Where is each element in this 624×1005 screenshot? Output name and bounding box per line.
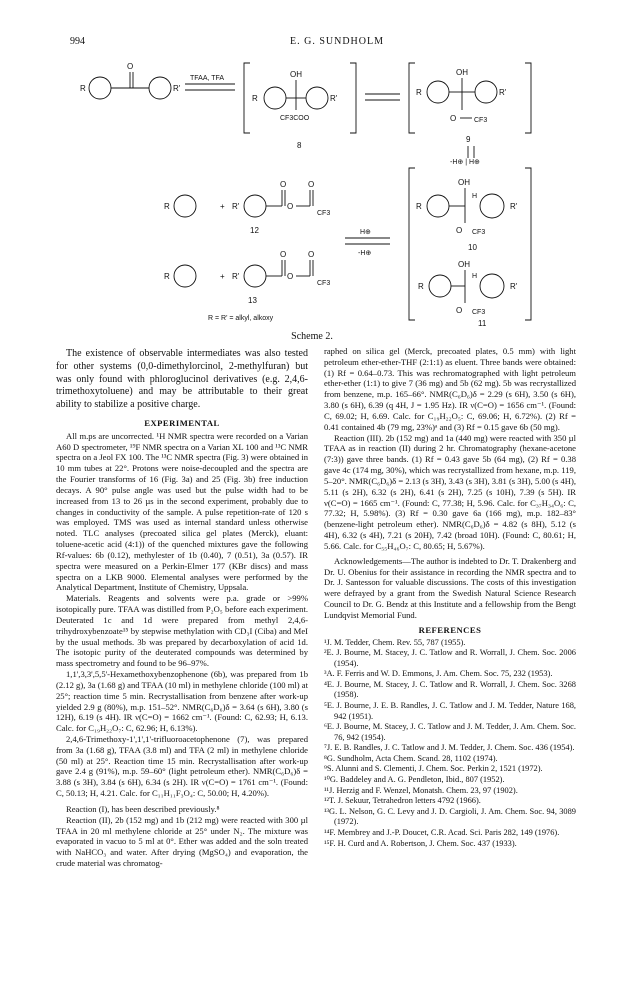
atom-label: CF3COO (280, 115, 310, 122)
compound-label: 13 (248, 296, 257, 305)
scheme-caption: Scheme 2. (291, 331, 333, 342)
atom-label: R (252, 94, 258, 103)
atom-label: O (456, 226, 463, 235)
right-column (324, 346, 576, 849)
compound-label: 11 (478, 319, 487, 328)
reference-item: ¹⁴F. Membrey and J.-P. Doucet, C.R. Acad. Sci. Paris 282, 149 (1976). (324, 827, 560, 837)
reagent-label: TFAA, TFA (190, 75, 225, 82)
reference-item: ²E. J. Bourne, M. Stacey, J. C. Tatlow and R. Worrall, J. Chem. Soc. 2006 (1954). (324, 648, 576, 668)
atom-label: R (416, 202, 422, 211)
atom-label: O (308, 180, 315, 189)
atom-label: R (164, 202, 170, 211)
reference-item: ⁶E. J. Bourne, M. Stacey, J. C. Tatlow and J. M. Tedder, J. Am. Chem. Soc. 76, 942 (1954). (324, 722, 576, 742)
atom-label: H (472, 273, 478, 280)
atom-label: R (80, 84, 86, 93)
compound-label: 9 (466, 135, 471, 144)
atom-label: OH (456, 68, 468, 77)
atom-label: O (287, 202, 294, 211)
atom-label: R' (330, 94, 338, 103)
reference-item: ¹⁰G. Baddeley and A. G. Pendleton, Ibid., 807 (1952). (324, 775, 505, 785)
paragraph: 1,1',3,3',5,5'-Hexamethoxybenzophenone (6b), was prepared from 1b (2.12 g), 3a (1.68 g) and TFAA (10 ml) in methylene chloride (100 ml) at 25°; reaction time 5 min. Recrystallisation from benzene after work-up yielded 2.9 g (80%), m.p. 151–52°. NMR(C₆D₆)δ = 3.64 (s 6H), 3.80 (s 12H), 6.19 (s 4H). IR ν(C=O) = 1662 cm⁻¹. (Found: C, 62.93; H, 6.13. Calc. for C₁₉H₂₂O₇: C, 62.96; H, 6.13%). (56, 669, 308, 734)
reference-item: ¹³G. L. Nelson, G. C. Levy and J. D. Cargioli, J. Am. Chem. Soc. 94, 3089 (1972). (324, 806, 576, 827)
atom-label: O (450, 114, 457, 123)
reference-item: ¹⁵F. H. Curd and A. Robertson, J. Chem. Soc. 437 (1933). (324, 838, 517, 848)
reference-item: ¹J. M. Tedder, Chem. Rev. 55, 787 (1955). (324, 637, 466, 647)
paragraph: Reaction (III). 2b (152 mg) and 1a (440 mg) were reacted with 350 µl TFAA as in reaction (II) during 2 hr. Chromatography (hexane-acetone (7:3)) gave three bands. (1) Rf = 0.43 gave 5b (64 mg), (2) Rf = 0.38 gave 4c (174 mg, 30%), which was recrystallized from hexane, m.p. 119, 5–20°. NMR(C₆D₆)δ = 2.13 (s 3H), 3.43 (s 3H), 3.81 (s 3H), 5.00 (s 4H), 5.11 (s 2H), 6.32 (s 2H), 6.41 (s 2H), 7.25 (s 10H), 7.39 (s 5H). IR ν(C=O) = 1665 cm⁻¹. (Found: C, 77.38; H, 5.96. Calc. for C₃₇H₃₄O₆: C, 77.32; H, 5.98%). (3) Rf = 0.30 gave 6a (166 mg), m.p. 182–83° (benzene-light petroleum ether). NMR(C₆D₆)δ = 4.82 (s 8H), 5.12 (s 4H), 6.32 (s 4H), 7.21 (s 20H), 7.42 (broad 10H). (Found: C, 80.61; H, 5.66. Calc. for C₅₅H₄₆O₇: C, 80.65; H, 5.67%). (324, 432, 577, 551)
atom-label: + (220, 202, 225, 211)
atom-label: CF3 (472, 229, 486, 236)
paragraph: Reaction (II), 2b (152 mg) and 1b (212 mg) were reacted with 300 µl TFAA in 20 ml methylene chloride at 25° under N₂. The mixture was evaporated in vacuo to 5 ml at 0°. Ether was added and the soln treated with NaHCO₃ and water. After drying (MgSO₄) and evaporation, the crude material was chromatog- (56, 814, 308, 869)
atom-label: O (287, 272, 294, 281)
paragraph: 2,4,6-Trimethoxy-1',1',1'-trifluoroacetophenone (7), was prepared from 3a (1.68 g), TFAA (3.8 ml) and TFA (2 ml) in methylene chloride (50 ml) at 25°. Reaction time 15 min. Recrystallisation after work-up gave 2.4 g (91%), m.p. 59–60° (light petroleum ether). NMR(C₆D₆)δ = 3.88 (s 3H), 3.84 (s 6H), 6.34 (s 2H). IR ν(C=O) = 1761 cm⁻¹. (Found: C, 50.13; H, 4.21. Calc. for C₁₁H₁₁F₃O₄: C, 50.00; H, 4.20%). (56, 734, 308, 799)
page-number: 994 (70, 36, 85, 47)
reaction-scheme (60, 58, 570, 328)
paragraph: All m.ps are uncorrected. ¹H NMR spectra were recorded on a Varian A60 D spectrometer, ¹⁹F NMR spectra on a Varian XL 100 and ¹³C NMR spectra on a Jeol FX 100. The ¹³C NMR spectra (Fig. 3) were obtained in 10 mm tubes at 22°. Protons were noise-decoupled and the spectra are the Fourier transforms of 16 (Fig. 3a) and 25 (Fig. 3b) free induction decays. A 90° pulse angle was used but the pulse width had to be increased from 13 to 26 µs in the second experiment, probably due to changes in conductivity of the sample. A pulse repetition-rate of 120 s was employed. TMS was used as internal standard unless otherwise noted. TLC analyses (precoated silica gel plates (Merck), eluant: toluene-acetic acid (4:1)) of the quenched mixtures gave the following Rf-values: 6b (0.12), methylester of 1b (0.40), 7 (0.51), 3a (0.57). IR spectra were measured on a Perkin-Elmer 177 (KBr discs) and mass spectra on a LKB 9000. Elemental analyses were performed by the Analytical Department, Institute of Chemistry, Uppsala. (56, 430, 308, 593)
atom-label: R' (232, 202, 240, 211)
reference-item: ⁴E. J. Bourne, M. Stacey, J. C. Tatlow and R. Worrall, J. Chem. Soc. 3268 (1958). (324, 679, 576, 700)
substituent-note: R = R' = alkyl, alkoxy (208, 315, 274, 322)
atom-label: OH (290, 70, 302, 79)
references-heading: REFERENCES (418, 624, 482, 635)
ring (89, 77, 111, 99)
atom-label: + (220, 272, 225, 281)
left-column (56, 348, 308, 869)
atom-label: O (308, 250, 315, 259)
paragraph: Materials. Reagents and solvents were p.a. grade or >99% isotopically pure. TFAA was distilled from P₂O₅ before each experiment. Deuterated 1c and 1d were prepared from methyl 2,4,6-trihydroxybenzoate¹⁵ by stepwise methylation with CD₃I (Ciba) and MeI by the usual methods. 3b was prepared by decarboxylation of acid 1d. The isotopic purity of the deuterated compounds was determined by mass spectrometry and found to be 96–97%. (56, 593, 308, 669)
atom-label: R (164, 272, 170, 281)
atom-label: O (280, 250, 287, 259)
reference-item: ⁵E. J. Bourne, J. E. B. Randles, J. C. Tatlow and J. M. Tedder, Nature 168, 942 (1951). (324, 701, 576, 721)
atom-label: R' (510, 282, 518, 291)
atom-label: O (127, 62, 134, 71)
running-author: E. G. SUNDHOLM (290, 36, 384, 47)
atom-label: R' (499, 88, 507, 97)
atom-label: OH (458, 178, 470, 187)
reference-item: ³A. F. Ferris and W. D. Emmons, J. Am. Chem. Soc. 75, 232 (1953). (324, 669, 553, 679)
atom-label: CF3 (317, 210, 331, 217)
acknowledgements: Acknowledgements—The author is indebted to Dr. T. Drakenberg and Dr. U. Obenius for their assistance in recording the NMR spectra and to Dr. J. Santesson for valuable discussions. The costs of this investigation were defrayed by a grant from the Swedish Natural Science Research Council to Dr. G. Bendz at this Institute and a fellowship from the Bengt Lundqvist Memorial Fund. (324, 555, 576, 620)
intro-paragraph: The existence of observable intermediates was also tested for other systems (0,0-dimethylorcinol, 2-methylfuran) but was only found with phloroglucinol derivatives (e.g. 2,4,6-trimethoxytoluene) and may be attributable to their great ability to stabilize a positive charge. (56, 348, 308, 411)
compound-label: 8 (297, 141, 302, 150)
atom-label: R (416, 88, 422, 97)
atom-label: R (418, 282, 424, 291)
atom-label: H⊕ (360, 229, 371, 236)
paragraph: Reaction (I), has been described previously.⁸ (66, 803, 220, 814)
reference-list (324, 638, 576, 850)
reference-item: ¹²T. J. Sekuur, Tetrahedron letters 4792 (1966). (324, 796, 481, 806)
paragraph: raphed on silica gel (Merck, precoated plates, 0.5 mm) with light petroleum ether-ether-THF (2:1:1) as eluent. Three bands were obtained: (1) Rf = 0.64–0.73. This was rechromatographed with light petroleum ether-ether (1:1) to give 7 (36 mg) and 5b (62 mg). 5b was recrystallized from benzene, m.p. 165–66°. NMR(C₆D₆)δ = 2.29 (s 6H), 3.50 (s 6H), 3.80 (s 6H), 6.39 (q 4H, J = 1.95 Hz). IR ν(C=O) = 1656 cm⁻¹. (Found: C, 69.02; H, 6.69. Calc. for C₁₉H₂₂O₅: C, 69.06; H, 6.72%). (2) Rf = 0.41 contained 4b (79 mg, 23%)ᵃ and (3) Rf = 0.15 gave 6b (50 mg). (324, 346, 576, 432)
reference-item: ⁸G. Sundholm, Acta Chem. Scand. 28, 1102 (1974). (324, 753, 498, 763)
atom-label: CF3 (474, 117, 488, 124)
compound-label: 12 (250, 226, 259, 235)
section-heading: EXPERIMENTAL (144, 417, 220, 428)
atom-label: OH (458, 260, 470, 269)
atom-label: CF3 (317, 280, 331, 287)
atom-label: CF3 (472, 309, 486, 316)
proton-shift-label: -H⊕ | H⊕ (450, 159, 480, 166)
atom-label: R' (510, 202, 518, 211)
reference-item: ⁹S. Alunni and S. Clementi, J. Chem. Soc. Perkin 2, 1521 (1972). (324, 764, 543, 774)
compound-label: 10 (468, 243, 477, 252)
atom-label: -H⊕ (358, 250, 372, 257)
reference-item: ¹¹J. Herzig and F. Wenzel, Monatsh. Chem. 23, 97 (1902). (324, 785, 518, 795)
atom-label: O (280, 180, 287, 189)
atom-label: R' (232, 272, 240, 281)
atom-label: H (472, 193, 478, 200)
reference-item: ⁷J. E. B. Randles, J. C. Tatlow and J. M. Tedder, J. Chem. Soc. 436 (1954). (324, 743, 575, 753)
atom-label: R' (173, 84, 181, 93)
atom-label: O (456, 306, 463, 315)
